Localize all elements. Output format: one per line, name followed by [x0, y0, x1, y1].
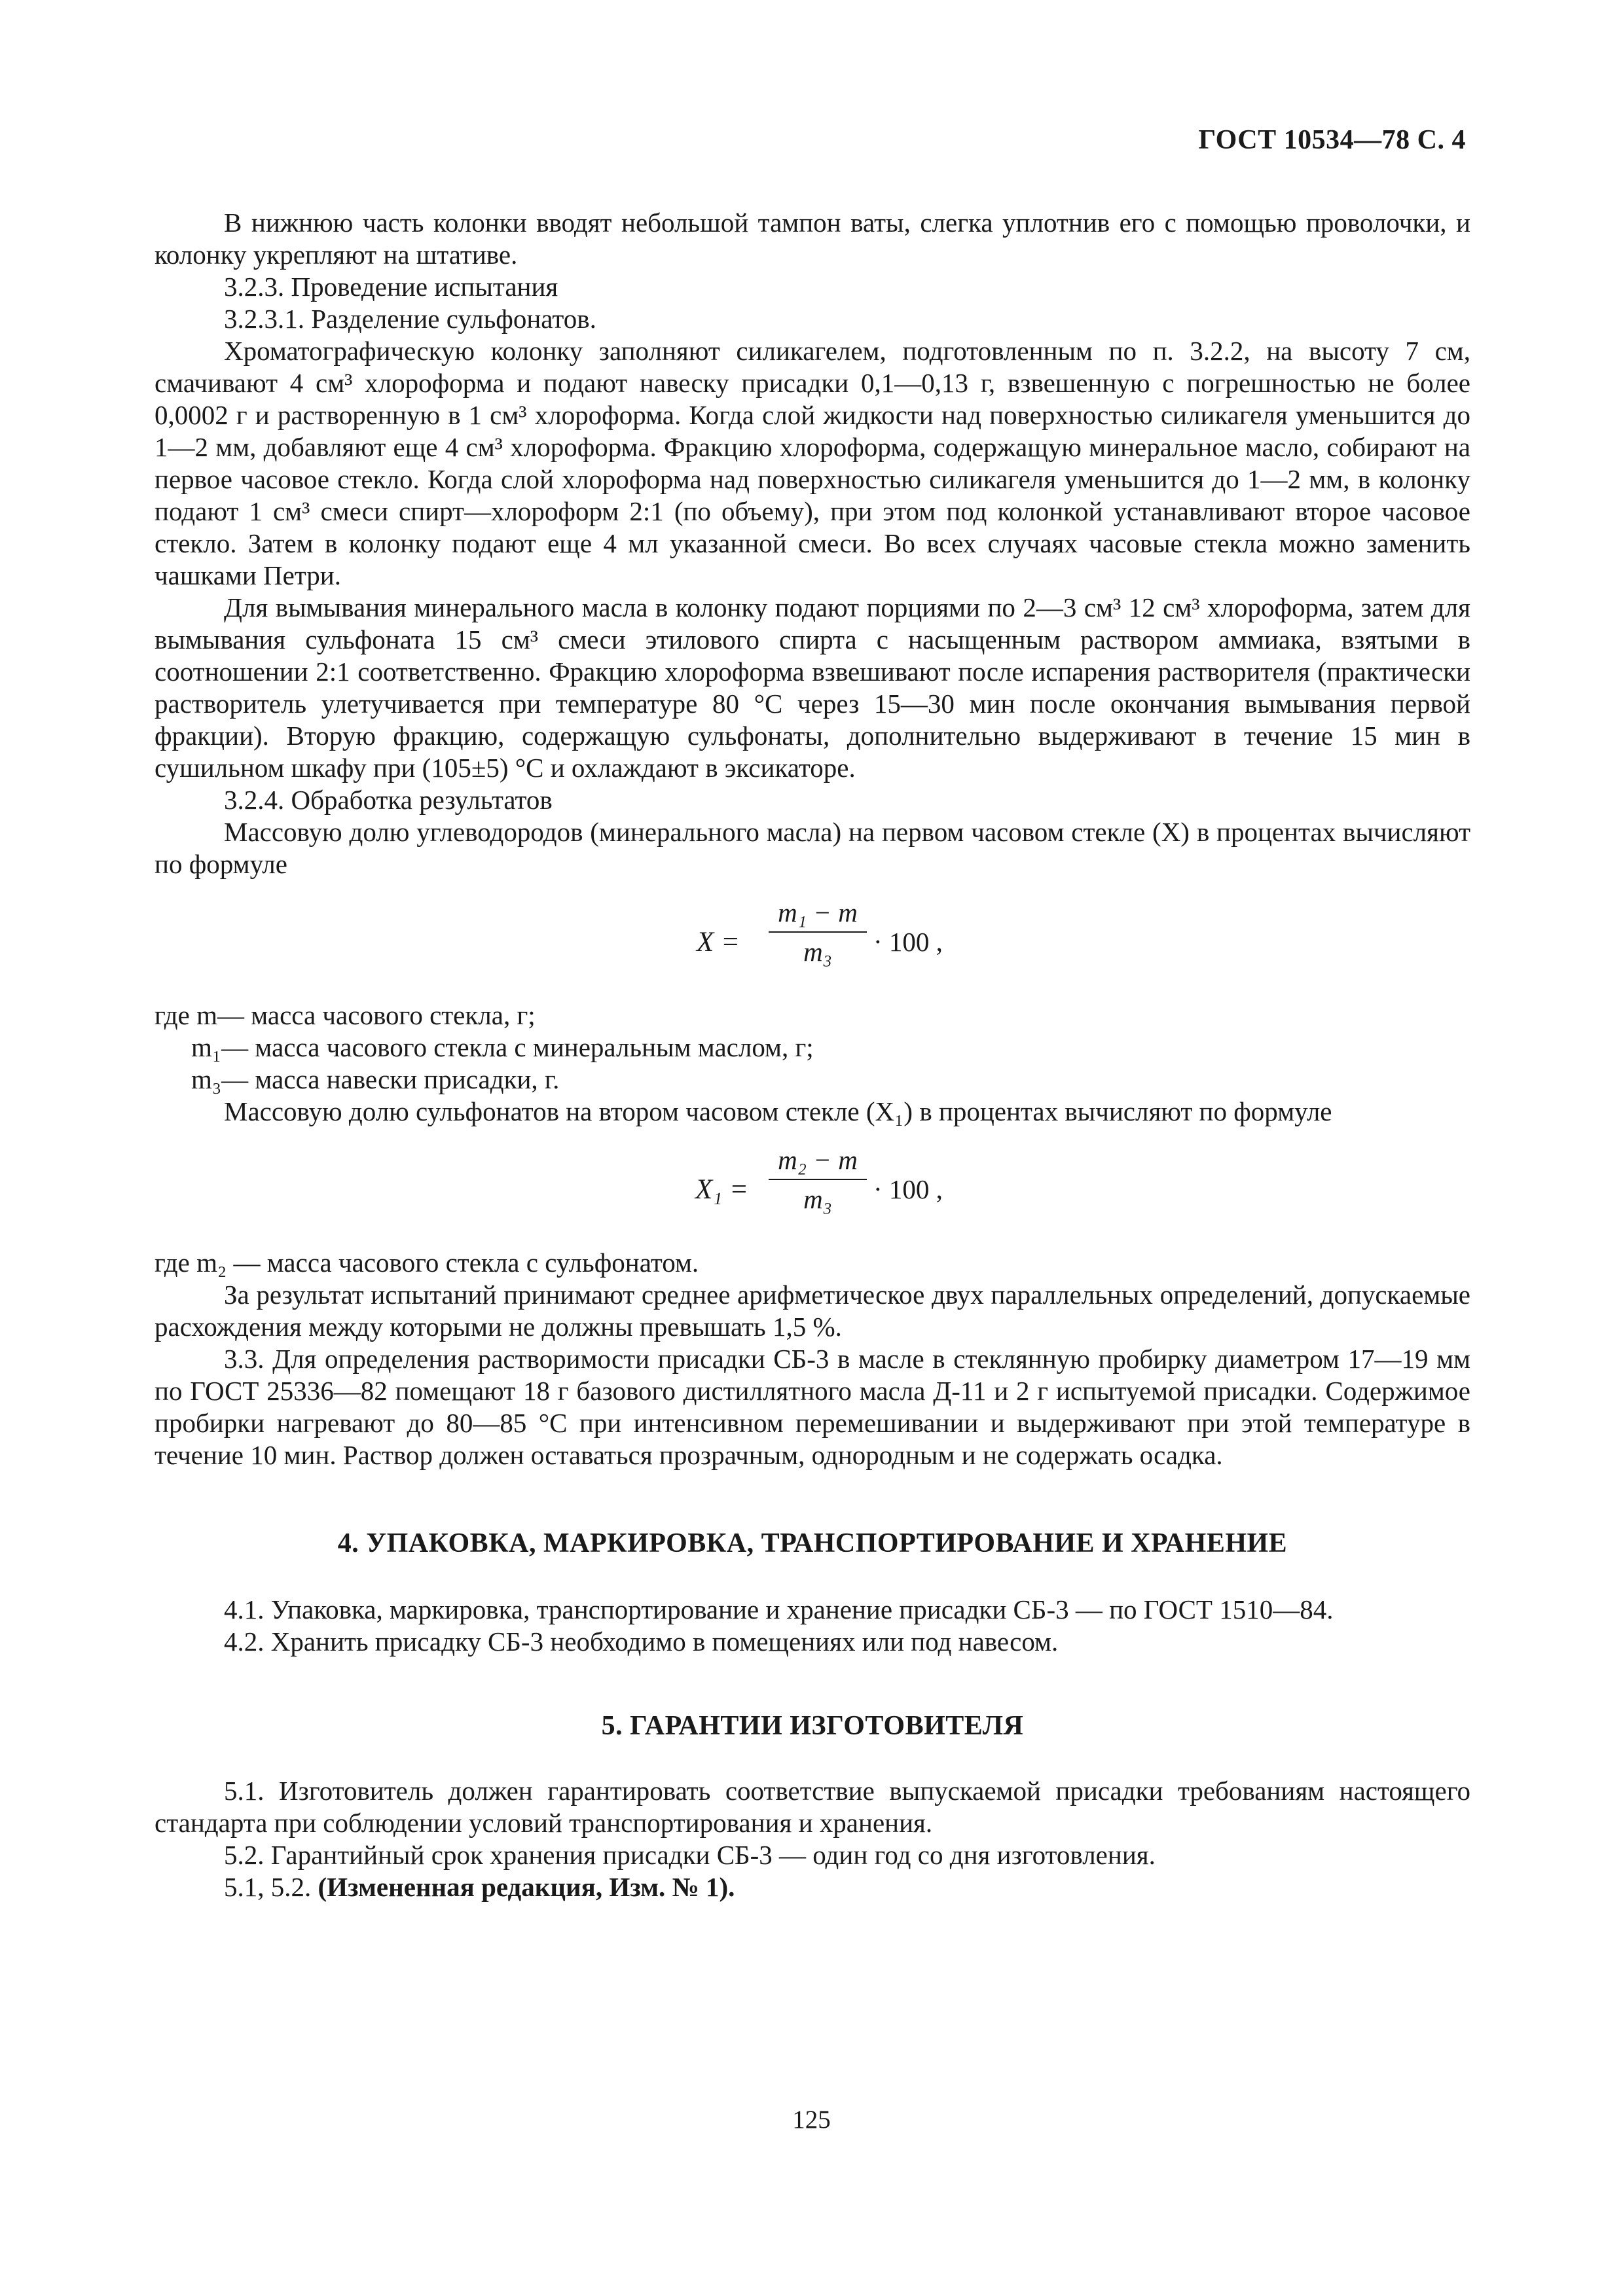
paragraph-solubility: 3.3. Для определения растворимости присадки СБ-3 в масле в стеклянную пробирку диаметром 17—19 мм по ГОСТ 25336—82 помещают 18 г базового дистиллятного масла Д-11 и 2 г испытуемой присадки. Содержимое пробирки нагревают до 80—85 °С при интенсивном перемешивании и выдерживают при этой температуре в течение 10 мин. Раствор должен оставаться прозрачным, однородным и не содержать осадка.	[155, 1344, 1470, 1470]
formula2-lhs: X₁ =	[695, 1174, 748, 1205]
section-5-amendment	[155, 1871, 1470, 1903]
subheading-test-procedure: 3.2.3. Проведение испытания	[224, 272, 558, 302]
paragraph-formula2-intro: Массовую долю сульфонатов на втором часовом стекле (X₁) в процентах вычисляют по формуле	[224, 1096, 1332, 1126]
formula1-denominator: m₃	[803, 937, 832, 967]
formula-hydrocarbons	[155, 896, 1470, 986]
formula2-denominator: m₃	[803, 1184, 832, 1214]
page-header: ГОСТ 10534—78 С. 4	[1198, 125, 1466, 155]
paragraph-column-prep: В нижнюю часть колонки вводят небольшой тампон ваты, слегка уплотнив его с помощью проволочки, и колонку укрепляют на штативе.	[155, 207, 1470, 270]
where-m2: где m₂ — масса часового стекла с сульфонатом.	[155, 1247, 699, 1278]
formula2-fraction	[769, 1143, 867, 1215]
where-m3: m₃— масса навески присадки, г.	[191, 1064, 560, 1094]
section-4-item-1: 4.1. Упаковка, маркировка, транспортирование и хранение присадки СБ-3 — по ГОСТ 1510—84.	[224, 1594, 1334, 1624]
amendment-note: (Измененная редакция, Изм. № 1).	[318, 1872, 735, 1902]
formula1-numerator: m₁ − m	[778, 897, 858, 927]
document-body	[155, 207, 1470, 1903]
section-4-item-2: 4.2. Хранить присадку СБ-3 необходимо в помещениях или под навесом.	[224, 1626, 1059, 1657]
formula2-numerator: m₂ − m	[778, 1145, 858, 1175]
section-5-item-2: 5.2. Гарантийный срок хранения присадки СБ-3 — один год со дня изготовления.	[224, 1840, 1156, 1870]
formula2-rhs: · 100 ,	[873, 1174, 943, 1204]
section-5-item-1: 5.1. Изготовитель должен гарантировать соответствие выпускаемой присадки требованиям настоящего стандарта при соблюдении условий транспортирования и хранения.	[155, 1776, 1470, 1838]
where-m: где m— масса часового стекла, г;	[155, 1000, 536, 1030]
page-number: 125	[792, 2106, 831, 2134]
amendment-prefix: 5.1, 5.2.	[224, 1872, 318, 1902]
paragraph-elution: Для вымывания минерального масла в колонку подают порциями по 2—3 см³ 12 см³ хлороформа, затем для вымывания сульфоната 15 см³ смеси этилового спирта с насыщенным раствором аммиака, взятыми в соотношении 2:1 соответственно. Фракцию хлороформа взвешивают после испарения растворителя (практически растворитель улетучивается при температуре 80 °С через 15—30 мин после окончания вымывания первой фракции). Вторую фракцию, содержащую сульфонаты, дополнительно выдерживают в течение 15 мин в сушильном шкафу при (105±5) °С и охлаждают в эксикаторе.	[155, 592, 1470, 783]
section-4-title: 4. УПАКОВКА, МАРКИРОВКА, ТРАНСПОРТИРОВАНИЕ И ХРАНЕНИЕ	[337, 1528, 1288, 1558]
formula1-fraction	[769, 896, 867, 968]
paragraph-formula1-intro: Массовую долю углеводородов (минерального масла) на первом часовом стекле (X) в процентах вычисляют по формуле	[155, 817, 1470, 879]
paragraph-chromatography: Хроматографическую колонку заполняют силикагелем, подготовленным по п. 3.2.2, на высоту 7 см, смачивают 4 см³ хлороформа и подают навеску присадки 0,1—0,13 г, взвешенную с погрешностью не более 0,0002 г и растворенную в 1 см³ хлороформа. Когда слой жидкости над поверхностью силикагеля уменьшится до 1—2 мм, добавляют еще 4 см³ хлороформа. Фракцию хлороформа, содержащую минеральное масло, собирают на первое часовое стекло. Когда слой хлороформа над поверхностью силикагеля уменьшится до 1—2 мм, в колонку подают 1 см³ смеси спирт—хлороформ 2:1 (по объему), при этом под колонкой устанавливают второе часовое стекло. Затем в колонку подают еще 4 мл указанной смеси. Во всех случаях часовые стекла можно заменить чашками Петри.	[155, 336, 1470, 590]
formula1-lhs: X =	[697, 927, 740, 958]
subheading-sulfonate-separation: 3.2.3.1. Разделение сульфонатов.	[224, 304, 596, 334]
formula1-rhs: · 100 ,	[873, 927, 943, 957]
fraction-bar	[769, 931, 867, 933]
fraction-bar	[769, 1179, 867, 1180]
paragraph-test-result: За результат испытаний принимают среднее арифметическое двух параллельных определений, допускаемые расхождения между которыми не должны превышать 1,5 %.	[155, 1280, 1470, 1342]
subheading-results-processing: 3.2.4. Обработка результатов	[224, 785, 553, 815]
where-m1: m₁— масса часового стекла с минеральным маслом, г;	[191, 1032, 814, 1062]
formula-sulfonates	[155, 1143, 1470, 1234]
section-5-title: 5. ГАРАНТИИ ИЗГОТОВИТЕЛЯ	[601, 1711, 1024, 1741]
